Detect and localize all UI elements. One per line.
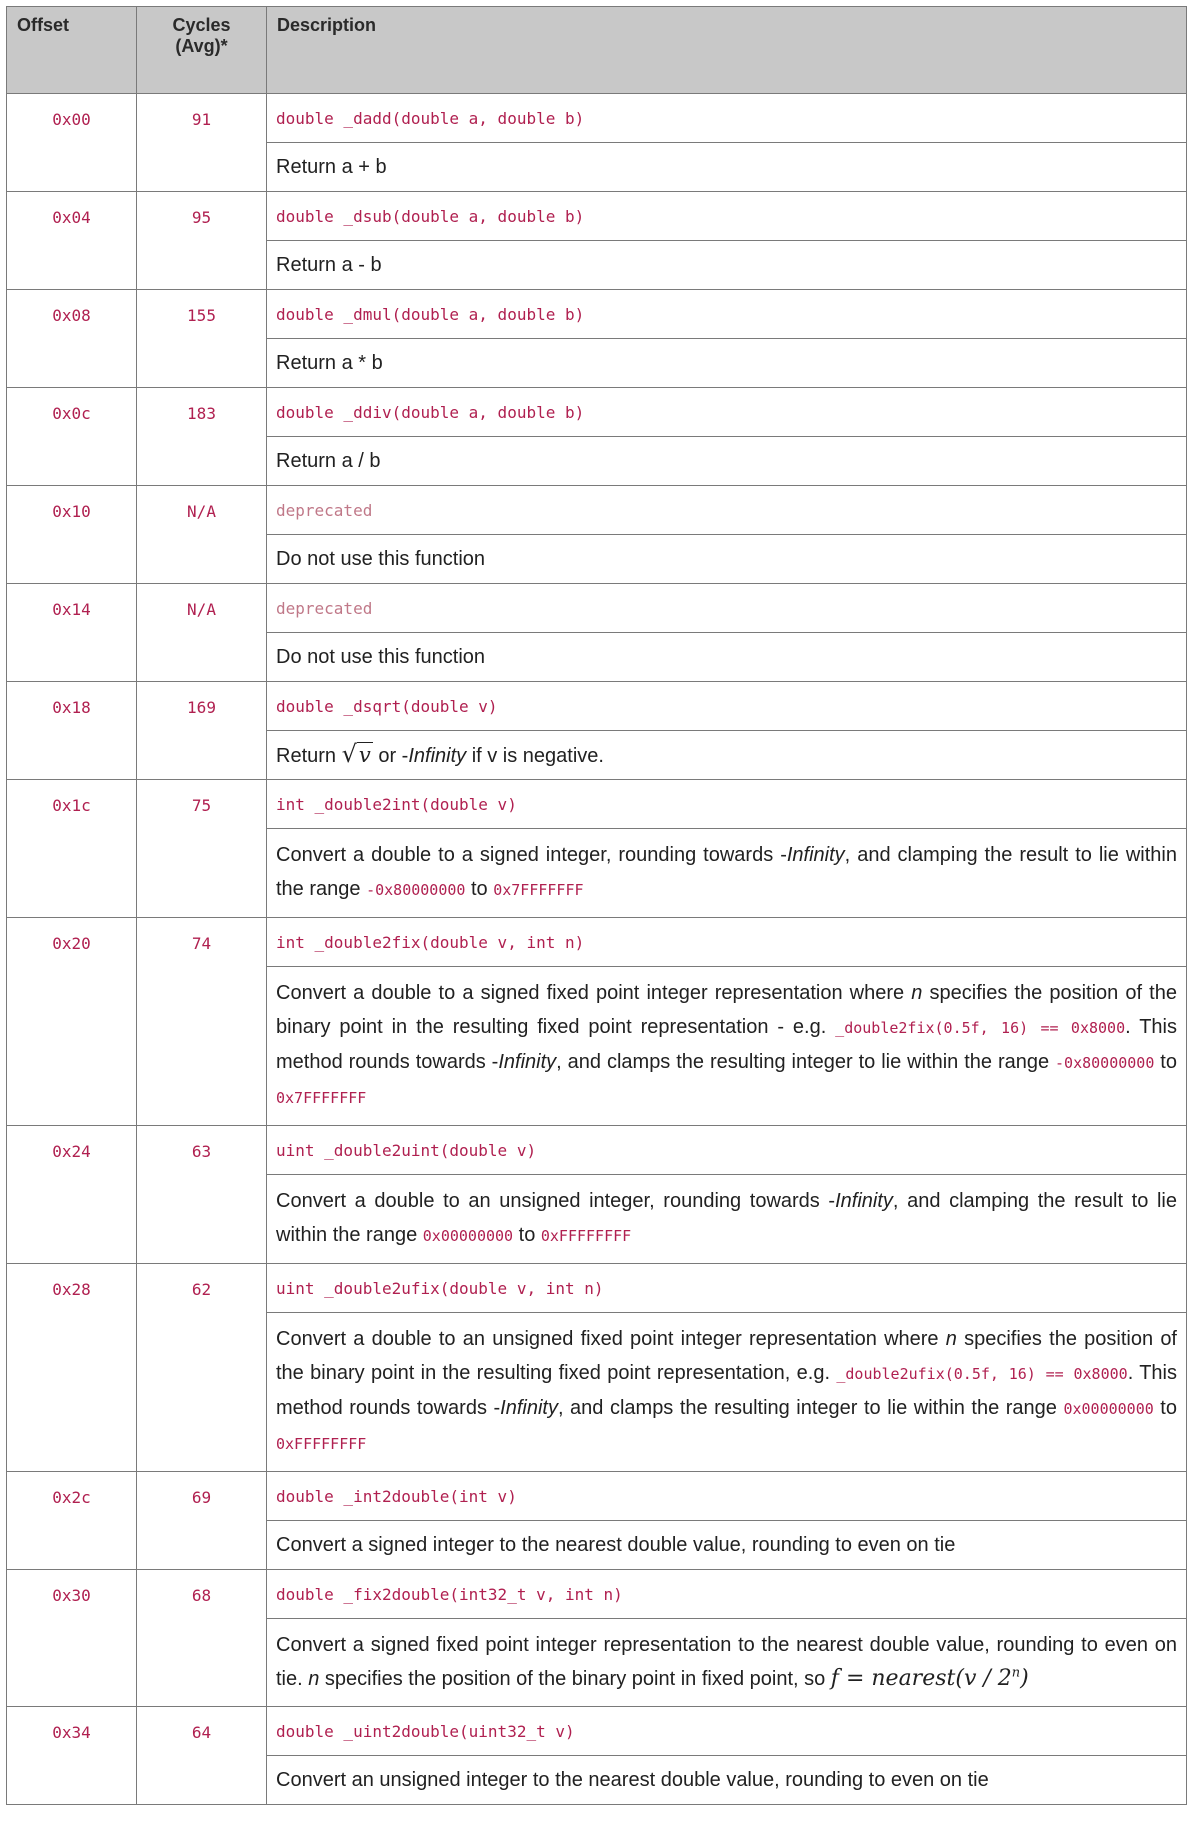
table-row	[7, 780, 1187, 829]
code-value: 0xFFFFFFFF	[276, 1435, 367, 1453]
description-text: , and clamping the result to lie within the range	[276, 844, 1177, 900]
header-offset: Offset	[7, 7, 137, 94]
math-variable: v	[358, 743, 371, 767]
cycles-cell: 91	[137, 94, 267, 192]
signature-cell: double _dmul(double a, double b)	[267, 290, 1187, 339]
table-row	[7, 1472, 1187, 1521]
description-cell	[267, 1175, 1187, 1264]
description-cell: Do not use this function	[267, 535, 1187, 584]
offset-cell: 0x28	[7, 1264, 137, 1472]
code-value: -0x80000000	[1055, 1054, 1155, 1072]
code-value: -0x80000000	[366, 881, 466, 899]
description-text: specifies the position of the binary point in the resulting fixed point representation, e.g.	[276, 1328, 1177, 1384]
signature-cell: double _ddiv(double a, double b)	[267, 388, 1187, 437]
offset-cell: 0x30	[7, 1570, 137, 1707]
signature-cell: double _dsub(double a, double b)	[267, 192, 1187, 241]
description-cell	[267, 829, 1187, 918]
offset-cell: 0x2c	[7, 1472, 137, 1570]
code-value: 0x00000000	[422, 1227, 514, 1245]
description-text: , and clamping the result to lie within the range	[276, 1190, 1178, 1246]
offset-cell: 0x20	[7, 918, 137, 1126]
infinity-text: Infinity	[786, 844, 845, 866]
function-table-container	[6, 6, 1186, 1805]
formula-exponent: n	[1011, 1665, 1021, 1681]
code-value: 0x7FFFFFFF	[276, 1089, 367, 1107]
formula-close: )	[1020, 1666, 1029, 1691]
description-text: Return	[276, 745, 342, 767]
signature-cell: double _fix2double(int32_t v, int n)	[267, 1570, 1187, 1619]
offset-cell: 0x00	[7, 94, 137, 192]
description-text: specifies the position of the binary point in fixed point, so	[319, 1668, 831, 1690]
signature-cell: double _int2double(int v)	[267, 1472, 1187, 1521]
offset-cell: 0x34	[7, 1707, 137, 1805]
table-row	[7, 918, 1187, 967]
offset-cell: 0x08	[7, 290, 137, 388]
infinity-text: Infinity	[500, 1397, 558, 1419]
cycles-cell: 68	[137, 1570, 267, 1707]
description-text: , and clamps the resulting integer to lie within the range	[556, 1051, 1056, 1073]
description-cell: Do not use this function	[267, 633, 1187, 682]
signature-cell: double _dadd(double a, double b)	[267, 94, 1187, 143]
formula	[831, 1666, 1029, 1691]
description-cell: Return a * b	[267, 339, 1187, 388]
cycles-cell: 95	[137, 192, 267, 290]
cycles-cell: 69	[137, 1472, 267, 1570]
table-row	[7, 94, 1187, 143]
description-cell	[267, 731, 1187, 780]
code-example: _double2ufix(0.5f, 16) == 0x8000	[836, 1365, 1128, 1383]
cycles-cell: N/A	[137, 486, 267, 584]
table-row	[7, 192, 1187, 241]
table-row	[7, 388, 1187, 437]
description-text: . This method rounds towards -	[276, 1362, 1178, 1419]
signature-cell: double _dsqrt(double v)	[267, 682, 1187, 731]
cycles-cell: 63	[137, 1126, 267, 1264]
signature-cell-deprecated: deprecated	[267, 486, 1187, 535]
offset-cell: 0x1c	[7, 780, 137, 918]
cycles-cell: 155	[137, 290, 267, 388]
description-text: to	[513, 1224, 541, 1246]
formula-function: nearest	[871, 1666, 956, 1691]
infinity-text: Infinity	[498, 1051, 557, 1073]
signature-cell: uint _double2uint(double v)	[267, 1126, 1187, 1175]
header-description: Description	[267, 7, 1187, 94]
cycles-cell: 62	[137, 1264, 267, 1472]
description-cell: Return a - b	[267, 241, 1187, 290]
description-text: Convert a double to an unsigned fixed point integer representation where	[276, 1328, 946, 1350]
variable-n: n	[945, 1328, 957, 1350]
table-row	[7, 1570, 1187, 1619]
description-text: Convert a double to a signed fixed point integer representation where	[276, 982, 912, 1004]
description-text: to	[465, 878, 494, 900]
infinity-text: Infinity	[408, 745, 467, 767]
table-row	[7, 1126, 1187, 1175]
formula-equals: =	[838, 1666, 872, 1691]
description-cell: Return a + b	[267, 143, 1187, 192]
offset-cell: 0x24	[7, 1126, 137, 1264]
table-row	[7, 1264, 1187, 1313]
header-cycles: Cycles (Avg)*	[137, 7, 267, 94]
description-text: to	[1153, 1397, 1177, 1419]
cycles-cell: 169	[137, 682, 267, 780]
offset-cell: 0x18	[7, 682, 137, 780]
code-value: 0xFFFFFFFF	[540, 1227, 632, 1245]
infinity-text: Infinity	[835, 1190, 893, 1212]
cycles-cell: 64	[137, 1707, 267, 1805]
cycles-cell: 75	[137, 780, 267, 918]
offset-cell: 0x04	[7, 192, 137, 290]
variable-n: n	[308, 1668, 320, 1690]
offset-cell: 0x0c	[7, 388, 137, 486]
table-header-row	[7, 7, 1187, 94]
description-text: Convert a signed fixed point integer representation to the nearest double value, rounding to even on tie.	[276, 1634, 1177, 1690]
description-cell: Return a / b	[267, 437, 1187, 486]
description-text: or -	[372, 745, 409, 767]
description-cell	[267, 1313, 1187, 1472]
offset-cell: 0x14	[7, 584, 137, 682]
description-text: . This method rounds towards -	[276, 1016, 1177, 1073]
formula-lhs: f	[830, 1666, 839, 1691]
signature-cell: uint _double2ufix(double v, int n)	[267, 1264, 1187, 1313]
table-row	[7, 486, 1187, 535]
signature-cell: int _double2int(double v)	[267, 780, 1187, 829]
description-text: , and clamps the resulting integer to lie within the range	[557, 1397, 1064, 1419]
formula-args: (v / 2	[955, 1666, 1012, 1691]
signature-cell: int _double2fix(double v, int n)	[267, 918, 1187, 967]
description-cell: Convert an unsigned integer to the nearest double value, rounding to even on tie	[267, 1756, 1187, 1805]
square-root-icon: √	[341, 740, 357, 768]
cycles-cell: 74	[137, 918, 267, 1126]
table-row	[7, 682, 1187, 731]
signature-cell: double _uint2double(uint32_t v)	[267, 1707, 1187, 1756]
table-row	[7, 1707, 1187, 1756]
cycles-cell: 183	[137, 388, 267, 486]
table-row	[7, 290, 1187, 339]
description-cell: Convert a signed integer to the nearest double value, rounding to even on tie	[267, 1521, 1187, 1570]
description-cell	[267, 967, 1187, 1126]
description-text: Convert a double to a signed integer, rounding towards -	[276, 844, 787, 866]
description-text: specifies the position of the binary point in the resulting fixed point representation - e.g.	[276, 982, 1177, 1038]
cycles-cell: N/A	[137, 584, 267, 682]
variable-n: n	[911, 982, 923, 1004]
function-table	[6, 6, 1187, 1805]
code-value: 0x7FFFFFFF	[493, 881, 584, 899]
signature-cell-deprecated: deprecated	[267, 584, 1187, 633]
code-example: _double2fix(0.5f, 16) == 0x8000	[835, 1019, 1126, 1037]
description-text: if v is negative.	[466, 745, 604, 767]
table-row	[7, 584, 1187, 633]
description-text: Convert a double to an unsigned integer, rounding towards -	[276, 1190, 836, 1212]
description-text: to	[1154, 1051, 1177, 1073]
description-cell	[267, 1619, 1187, 1707]
offset-cell: 0x10	[7, 486, 137, 584]
code-value: 0x00000000	[1063, 1400, 1154, 1418]
